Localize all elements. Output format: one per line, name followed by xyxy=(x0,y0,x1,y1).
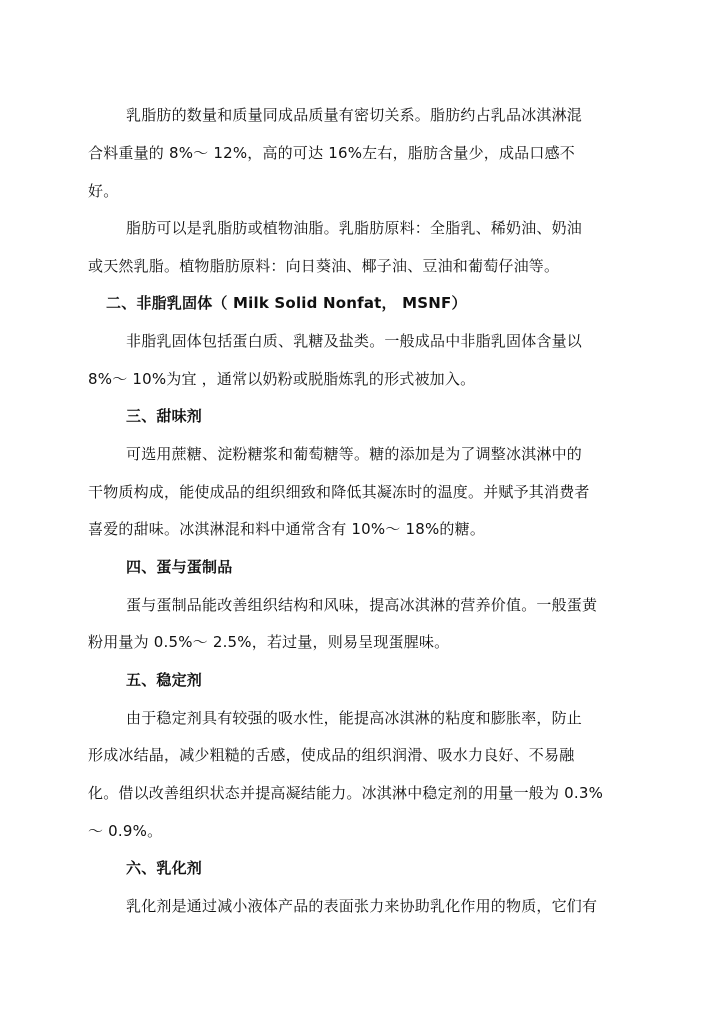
section-heading: 四、蛋与蛋制品 xyxy=(126,558,233,576)
paragraph-line: 乳化剂是通过减小液体产品的表面张力来协助乳化作用的物质，它们有 xyxy=(126,897,598,915)
paragraph-line: 蛋与蛋制品能改善组织结构和风味，提高冰淇淋的营养价值。一般蛋黄 xyxy=(126,596,598,614)
paragraph-line: 粉用量为 0.5%～ 2.5%，若过量，则易呈现蛋腥味。 xyxy=(88,633,450,651)
section-heading: 六、乳化剂 xyxy=(126,859,203,877)
paragraph-line: 干物质构成，能使成品的组织细致和降低其凝冻时的温度。并赋予其消费者 xyxy=(88,483,590,501)
paragraph-line: ～ 0.9%。 xyxy=(88,822,163,840)
paragraph-line: 非脂乳固体包括蛋白质、乳糖及盐类。一般成品中非脂乳固体含量以 xyxy=(126,332,583,350)
paragraph-line: 由于稳定剂具有较强的吸水性，能提高冰淇淋的粘度和膨胀率，防止 xyxy=(126,709,583,727)
paragraph-line: 好。 xyxy=(88,182,119,200)
section-heading: 五、稳定剂 xyxy=(126,671,203,689)
paragraph-line: 8%～ 10%为宜 ，通常以奶粉或脱脂炼乳的形式被加入。 xyxy=(88,370,476,388)
paragraph-line: 形成冰结晶，减少粗糙的舌感，使成品的组织润滑、吸水力良好、不易融 xyxy=(88,746,575,764)
section-heading: 二、非脂乳固体（ Milk Solid Nonfat， MSNF） xyxy=(106,294,467,312)
paragraph-line: 可选用蔗糖、淀粉糖浆和葡萄糖等。糖的添加是为了调整冰淇淋中的 xyxy=(126,445,583,463)
paragraph-line: 喜爱的甜味。冰淇淋混和料中通常含有 10%～ 18%的糖。 xyxy=(88,520,486,538)
paragraph-line: 化。借以改善组织状态并提高凝结能力。冰淇淋中稳定剂的用量一般为 0.3% xyxy=(88,784,604,802)
paragraph-line: 合料重量的 8%～ 12%，高的可达 16%左右，脂肪含量少，成品口感不 xyxy=(88,144,575,162)
paragraph-line: 脂肪可以是乳脂肪或植物油脂。乳脂肪原料：全脂乳、稀奶油、奶油 xyxy=(126,219,583,237)
paragraph-line: 乳脂肪的数量和质量同成品质量有密切关系。脂肪约占乳品冰淇淋混 xyxy=(126,106,583,124)
section-heading: 三、甜味剂 xyxy=(126,407,203,425)
paragraph-line: 或天然乳脂。植物脂肪原料：向日葵油、椰子油、豆油和葡萄仔油等。 xyxy=(88,257,560,275)
